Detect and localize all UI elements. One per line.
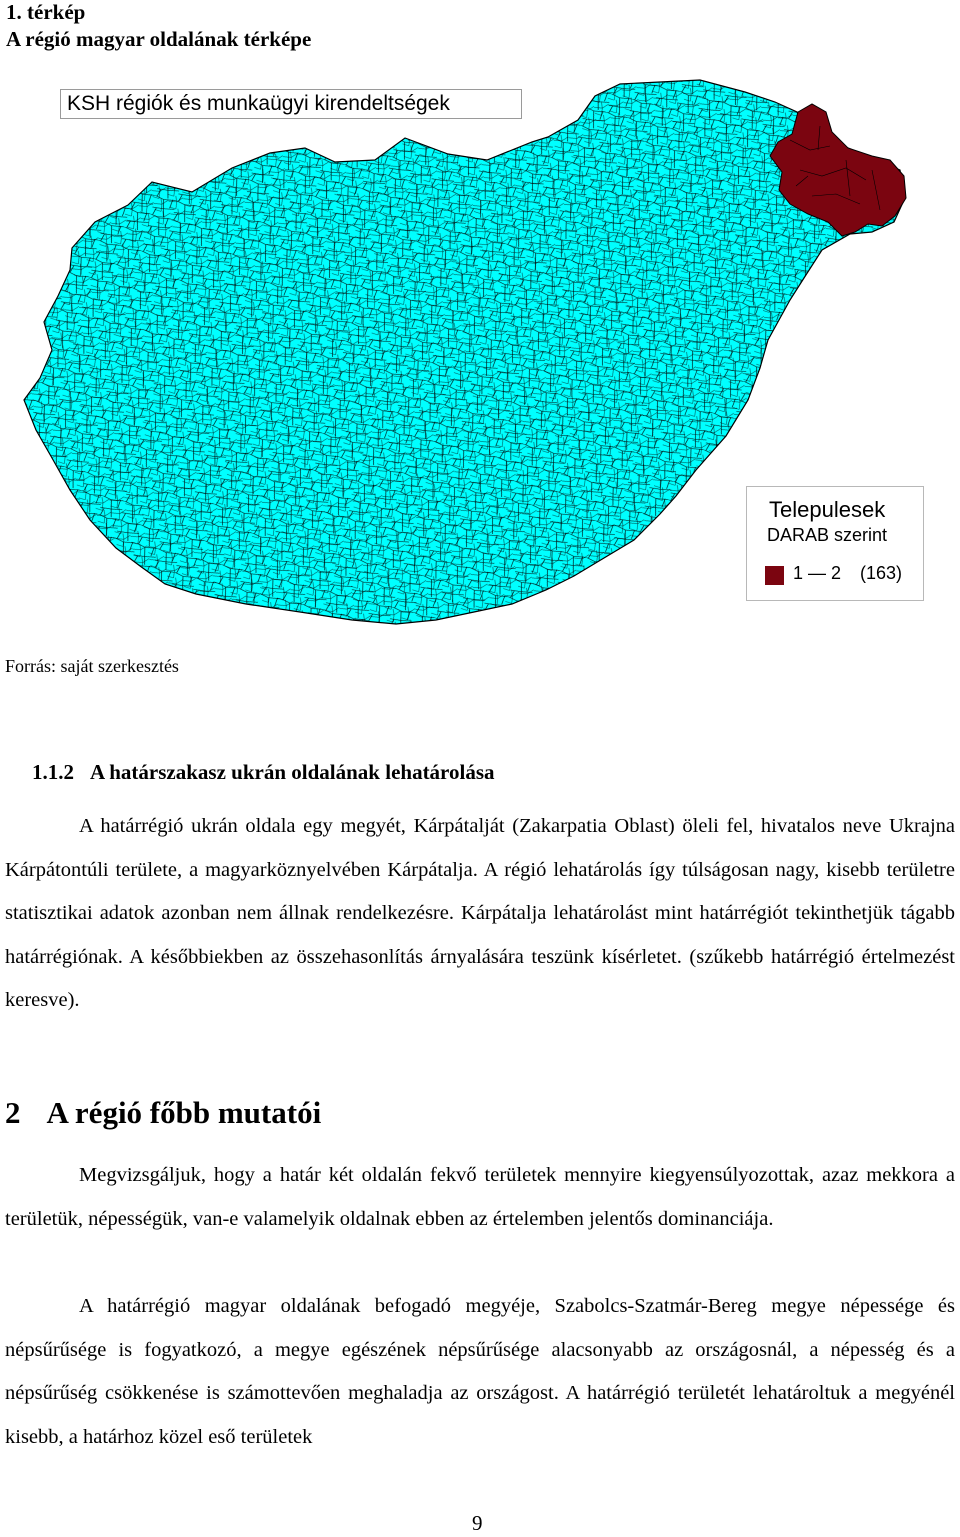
paragraph-county-population: [5, 1285, 955, 1459]
section-heading-2: [5, 1095, 321, 1131]
section-heading-1-1-2: [32, 760, 495, 785]
figure-number: 1. térkép: [6, 0, 86, 24]
figure-source: Forrás: saját szerkesztés: [5, 656, 179, 676]
map-legend: [746, 486, 924, 601]
map-title-box: KSH régiók és munkaügyi kirendeltségek: [60, 89, 522, 119]
section-title: A régió főbb mutatói: [46, 1095, 322, 1130]
paragraph-text: A határrégió magyar oldalának befogadó megyéje, Szabolcs-Szatmár-Bereg megye népessége és népsűrűsége is fogyatkozó, a megye egészének népsűrűsége alacsonyabb az országosnál, a népesség és a népsűrűség csökkenése is számottevően meghaladja az országost. A határrégió területét lehatároltuk a megyénél kisebb, a határhoz közel eső területek: [5, 1295, 955, 1448]
legend-subtitle: DARAB szerint: [767, 525, 888, 545]
figure-title: A régió magyar oldalának térképe: [6, 27, 312, 51]
legend-range: 1 — 2: [793, 563, 842, 583]
paragraph-indicators-intro: [5, 1154, 955, 1241]
section-number: 1.1.2: [32, 760, 74, 784]
legend-swatch: [765, 566, 784, 585]
section-title: A határszakasz ukrán oldalának lehatárolása: [90, 760, 495, 784]
paragraph-text: A határrégió ukrán oldala egy megyét, Kárpátalját (Zakarpatia Oblast) öleli fel, hivatalos neve Ukrajna Kárpátontúli területe, a magyarköznyelvében Kárpátalja. A régió lehatárolás így túlságosan nagy, kisebb területre statisztikai adatok azonban nem állnak rendelkezésre. Kárpátalja lehatárolást mint határrégiót tekinthetjük tágabb határrégiónak. A későbbiekben az összehasonlítás árnyalására teszünk kísérletet. (szűkebb határrégió értelmezést keresve).: [5, 815, 955, 1011]
section-number: 2: [5, 1095, 21, 1130]
legend-title: Telepulesek: [769, 497, 886, 522]
legend-count: (163): [860, 563, 903, 583]
paragraph-ukrainian-side: [5, 805, 955, 1023]
paragraph-text: Megvizsgáljuk, hogy a határ két oldalán fekvő területek mennyire kiegyensúlyozottak, azaz mekkora a területük, népességük, van-e valamelyik oldalnak ebben az értelemben jelentős dominanciája.: [5, 1164, 955, 1230]
page-number: 9: [472, 1511, 483, 1535]
